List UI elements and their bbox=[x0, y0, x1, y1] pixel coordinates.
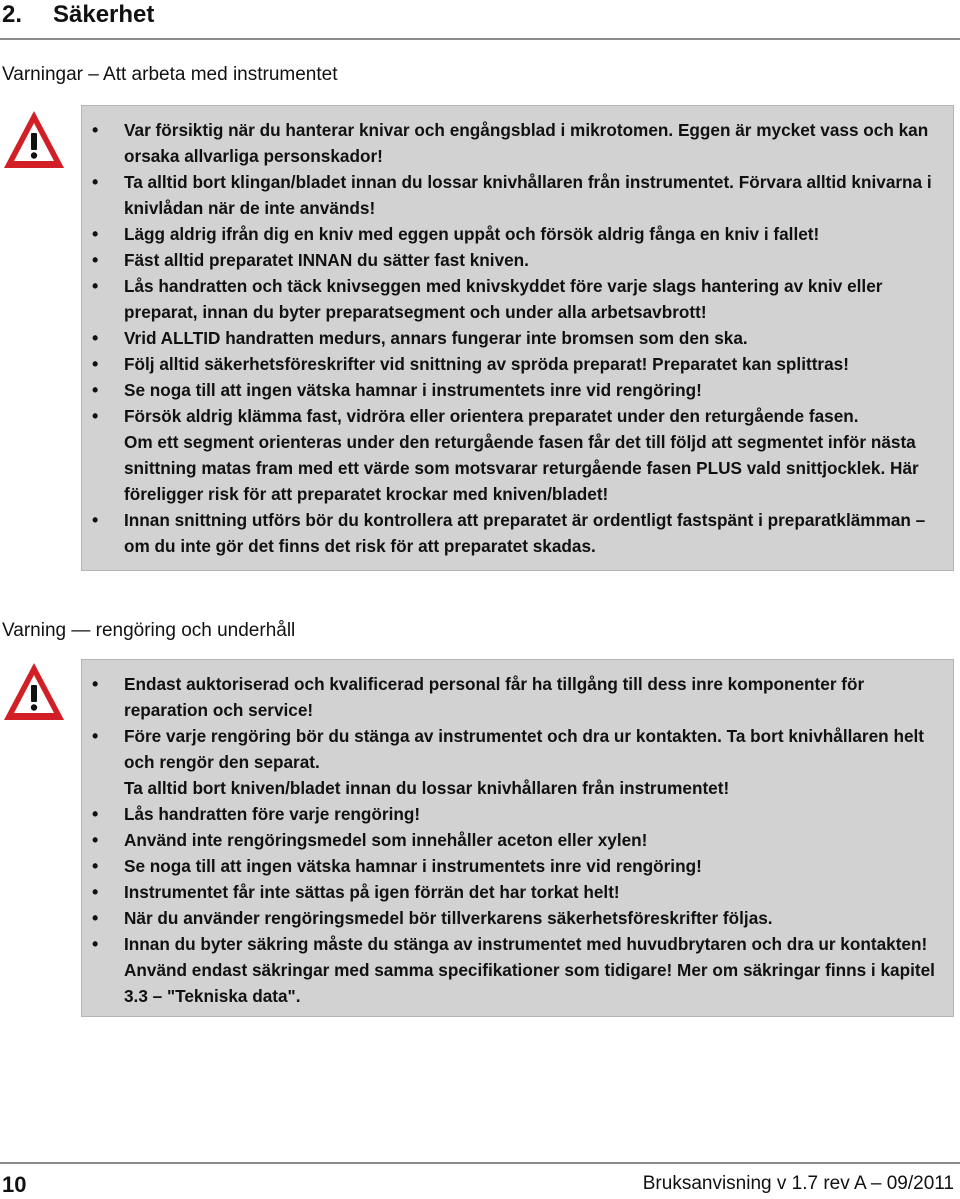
warning-item: • Ta alltid bort klingan/bladet innan du lossar knivhållaren från instrumentet. Förvara alltid knivarna i knivlådan när de inte används! bbox=[82, 169, 953, 221]
warning-item: • Försök aldrig klämma fast, vidröra eller orientera preparatet under den returgående fasen. bbox=[82, 403, 953, 429]
warning-triangle-icon bbox=[2, 660, 66, 724]
warning-item: • Använd inte rengöringsmedel som innehåller aceton eller xylen! bbox=[82, 827, 953, 853]
warning-box-working bbox=[81, 105, 954, 571]
warning-item: • Se noga till att ingen vätska hamnar i instrumentets inre vid rengöring! bbox=[82, 377, 953, 403]
warning-item: • Vrid ALLTID handratten medurs, annars fungerar inte bromsen som den ska. bbox=[82, 325, 953, 351]
warning-item: • Lägg aldrig ifrån dig en kniv med eggen uppåt och försök aldrig fånga en kniv i fallet! bbox=[82, 221, 953, 247]
warning-item: • Följ alltid säkerhetsföreskrifter vid snittning av spröda preparat! Preparatet kan splittras! bbox=[82, 351, 953, 377]
chapter-number: 2. bbox=[2, 1, 23, 28]
warning-item: • Instrumentet får inte sättas på igen förrän det har torkat helt! bbox=[82, 879, 953, 905]
chapter-title: Säkerhet bbox=[53, 1, 155, 28]
document-version: Bruksanvisning v 1.7 rev A – 09/2011 bbox=[642, 1173, 954, 1194]
warning-triangle-icon bbox=[2, 108, 66, 172]
warning-item: • När du använder rengöringsmedel bör tillverkarens säkerhetsföreskrifter följas. bbox=[82, 905, 953, 931]
warning-item: • Före varje rengöring bör du stänga av instrumentet och dra ur kontakten. Ta bort knivhållaren helt och rengör den separat. bbox=[82, 723, 953, 775]
page-number: 10 bbox=[2, 1172, 27, 1197]
warning-item-continuation: Om ett segment orienteras under den returgående fasen får det till följd att segmentet inför nästa snittning matas fram med ett värde som motsvarar returgående fasen PLUS vald snittjocklek. Här föreligger risk för att preparatet krockar med kniven/bladet! bbox=[124, 432, 919, 504]
warning-item: • Se noga till att ingen vätska hamnar i instrumentets inre vid rengöring! bbox=[82, 853, 953, 879]
warning-item: • Innan snittning utförs bör du kontrollera att preparatet är ordentligt fastspänt i preparatklämman – om du inte gör det finns det risk för att preparatet skadas. bbox=[82, 507, 953, 559]
warning-item: • Lås handratten före varje rengöring! bbox=[82, 801, 953, 827]
warning-item: • Lås handratten och täck knivseggen med knivskyddet före varje slags hantering av kniv eller preparat, innan du byter preparatsegment och under alla arbetsavbrott! bbox=[82, 273, 953, 325]
warning-item: • Fäst alltid preparatet INNAN du sätter fast kniven. bbox=[82, 247, 953, 273]
warning-item: • Endast auktoriserad och kvalificerad personal får ha tillgång till dess inre komponenter för reparation och service! bbox=[82, 671, 953, 723]
page-footer bbox=[0, 1162, 960, 1199]
warning-item-continuation: Ta alltid bort kniven/bladet innan du lossar knivhållaren från instrumentet! bbox=[124, 778, 730, 798]
section-title-cleaning: Varning — rengöring och underhåll bbox=[2, 620, 296, 641]
chapter-header bbox=[0, 0, 960, 40]
warning-item: • Innan du byter säkring måste du stänga av instrumentet med huvudbrytaren och dra ur kontakten! Använd endast säkringar med samma specifikationer som tidigare! Mer om säkringar finns i kapitel 3.3 – "Tekniska data". bbox=[82, 931, 953, 1009]
warning-item: • Var försiktig när du hanterar knivar och engångsblad i mikrotomen. Eggen är mycket vass och kan orsaka allvarliga personskador! bbox=[82, 117, 953, 169]
section-title-working: Varningar – Att arbeta med instrumentet bbox=[2, 64, 338, 85]
warning-box-cleaning bbox=[81, 659, 954, 1017]
